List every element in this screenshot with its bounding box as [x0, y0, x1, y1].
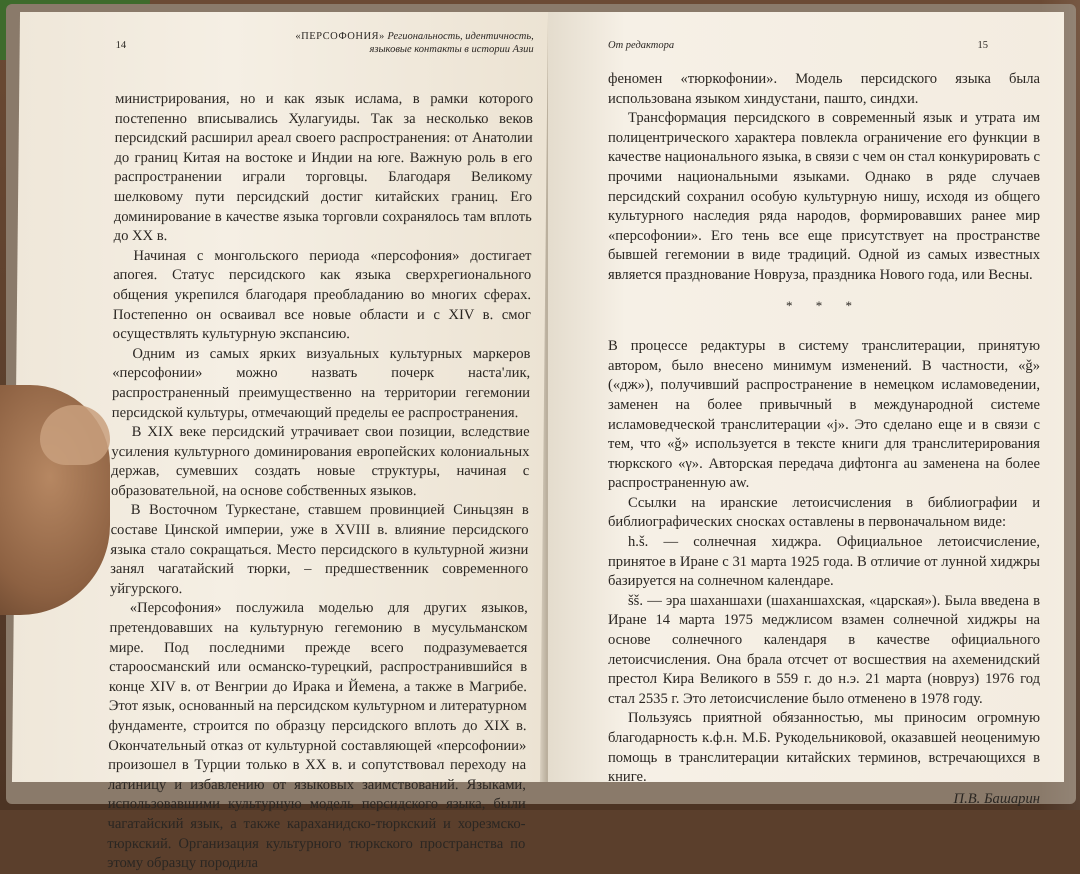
- thumbnail: [40, 405, 110, 465]
- paragraph: Одним из самых ярких визуальных культурных маркеров «персофонии» можно назвать почерк наста'лик, распространенный преимущественно на территории гегемонии персидской культуры, отмечающий пределы ее распространения.: [111, 345, 531, 421]
- paragraph: Ссылки на иранские летоисчисления в библиографии и библиографических сносках оставлены в первоначальном виде:: [608, 494, 1040, 531]
- paragraph: Пользуясь приятной обязанностью, мы приносим огромную благодарность к.ф.н. М.Б. Рукодельниковой, оказавшей неоценимую помощь в транслитерации китайских терминов, встречающихся в книге.: [608, 710, 1040, 786]
- light-glare: [1040, 0, 1080, 810]
- right-page-body: [608, 70, 1040, 809]
- paragraph: В Восточном Туркестане, ставшем провинцией Синьцзян в составе Цинской империи, уже в XVIII в. влияние персидского языка стало сокращаться. Место персидского в культурной жизни занял чагатайский тюрки, – предшественник современного уйгурского.: [109, 502, 529, 597]
- paragraph: Трансформация персидского в современный язык и утрата им полицентрического характера повлекла ограничение его функции в качестве национального языка, в связи с чем он стал конкурировать с прочими национальными языками. Однако в ряде случаев персидский сохранил особую культурную нишу, исходя из общего культурного наследия ряда народов, формировавших ранее мир «персофонии». Его тень все еще присутствует на пространстве бывшей гегемонии в виде традиций. Одной из самых известных является празднование Новруза, праздника Нового года, или Весны.: [608, 110, 1040, 283]
- running-head-title: «ПЕРСОФОНИЯ»: [295, 31, 385, 42]
- running-head-subtitle-line2: языковые контакты в истории Азии: [369, 44, 534, 55]
- editor-signature: П.В. Башарин: [953, 790, 1040, 807]
- paragraph: šš. — эра шаханшахи (шаханшахская, «царская»). Была введена в Иране 14 марта 1975 меджлисом взамен солнечной хиджры на основе солнечного календаря в качестве официального летоисчисления. Она брала отсчет от восшествия на ахеменидский престол Кира Великого в 559 г. до н.э. 21 марта (новруз) 1976 год стал 2535 г. Это летоисчисление было отменено в 1978 году.: [608, 592, 1040, 707]
- running-head-subtitle: Региональность, идентичность,: [384, 31, 534, 42]
- left-page: [12, 12, 548, 872]
- paragraph: «Персофония» послужила моделью для других языков, претендовавших на культурную гегемонию в мусульманском мире. Под последними прежде всего подразумевается староосманский или османско-турецкий, распространившийся в конце XIV в. от Венгрии до Ирака и Йемена, а также в Магрибе. Этот язык, основанный на персидском культурном и литературном фундаменте, строится по образцу персидского вплоть до XIX в. Окончательный отказ от культурной составляющей «персофонии» произошел в Турции только в XX в. и сопутствовал переходу на латиницу и избавлению от языковых заимствований. Языками, использовавшими культурную модель персидского языка, были чагатайский язык, а также караханидско-тюркский и хорезмско-тюркский. Организация культурного тюркского пространства по этому образцу породила: [107, 600, 528, 872]
- left-page-body: [107, 90, 533, 874]
- paragraph: h.š. — солнечная хиджра. Официальное летоисчисление, принятое в Иране с 31 марта 1925 года. В отличие от лунной хиджры базируется на солнечном календаре.: [608, 534, 1040, 590]
- paragraph: феномен «тюркофонии». Модель персидского языка была использована языком хиндустани, пашто, синдхи.: [608, 71, 1040, 107]
- page-number-left: 14: [115, 40, 127, 51]
- running-head-left: [116, 30, 534, 60]
- paragraph: В процессе редактуры в систему транслитерации, принятую автором, было внесено минимум изменений. В частности, «ǧ» («дж»), получивший распространение в немецком исламоведении, заменен на более привычный в международной системе исламоведческой транслитерации «j». Это сделано еще и в связи с тем, что «ǧ» используется в тексте книги для транслитерирования тюркского «γ». Авторская передача дифтонга au заменена на более распространенную aw.: [608, 338, 1040, 492]
- paragraph: министрирования, но и как язык ислама, в рамки которого постепенно вписывались Хулагуиды. Так за несколько веков персидский расширил ареал своего распространения: от Анатолии до границ Китая на востоке и Индии на юге. Важную роль в его распространении играли торговцы. Благодаря Великому шелковому пути персидский достиг китайских границ. Его доминирование в качестве языка торговли сохранялось там вплоть до XX в.: [113, 91, 534, 245]
- page-number-right: 15: [977, 40, 988, 51]
- section-separator: * * *: [786, 297, 862, 313]
- paragraph: Начиная с монгольского периода «персофония» достигает апогея. Статус персидского как языка сверхрегионального общения укрепился благодаря преобладанию во многих сферах. Постепенно он осваивал все новые области и с XIV в. смог осуществлять культурную экспансию.: [112, 247, 532, 343]
- paragraph: В XIX веке персидский утрачивает свои позиции, вследствие усиления культурного доминирования европейских колониальных держав, сумевших создать новые структуры, начиная с образовательной, на основе собственных языков.: [110, 424, 530, 499]
- right-page: [548, 12, 1064, 807]
- running-head-right: От редактора: [608, 40, 675, 51]
